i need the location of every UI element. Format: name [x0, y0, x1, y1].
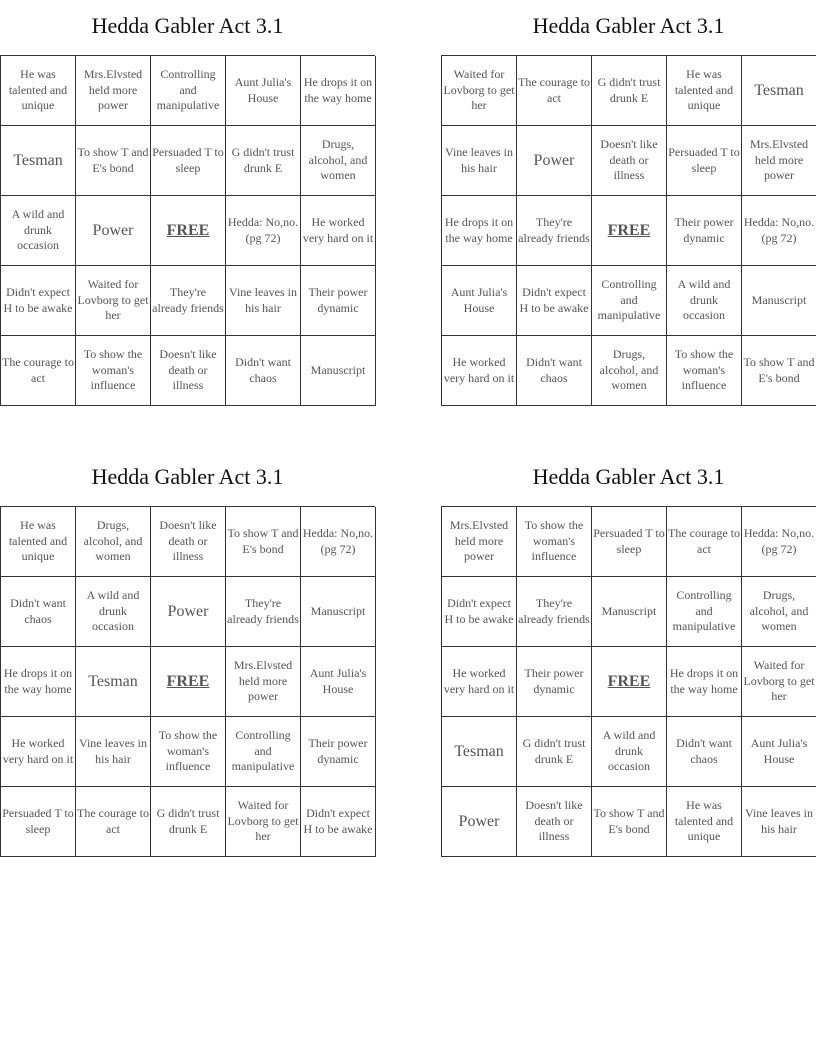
bingo-cell[interactable]: Drugs, alcohol, and women — [76, 507, 151, 577]
bingo-cell[interactable]: He worked very hard on it — [301, 196, 376, 266]
bingo-cell[interactable]: Waited for Lovborg to get her — [442, 56, 517, 126]
bingo-cell[interactable]: Aunt Julia's House — [301, 647, 376, 717]
bingo-grid — [441, 55, 816, 406]
bingo-cell[interactable]: Vine leaves in his hair — [442, 126, 517, 196]
bingo-cell[interactable]: Controlling and manipulative — [151, 56, 226, 126]
bingo-cell[interactable]: Mrs.Elvsted held more power — [226, 647, 301, 717]
bingo-cell[interactable]: To show the woman's influence — [76, 336, 151, 406]
bingo-cell[interactable]: He was talented and unique — [1, 56, 76, 126]
bingo-cell[interactable]: Didn't expect H to be awake — [1, 266, 76, 336]
bingo-cell[interactable]: Mrs.Elvsted held more power — [742, 126, 816, 196]
bingo-cell[interactable]: Persuaded T to sleep — [667, 126, 742, 196]
bingo-cell[interactable]: Their power dynamic — [301, 266, 376, 336]
bingo-cell[interactable]: Aunt Julia's House — [742, 717, 816, 787]
bingo-cell[interactable]: The courage to act — [517, 56, 592, 126]
bingo-cell[interactable]: Controlling and manipulative — [667, 577, 742, 647]
bingo-cell[interactable]: The courage to act — [1, 336, 76, 406]
bingo-cell[interactable]: Didn't expect H to be awake — [442, 577, 517, 647]
bingo-cell[interactable]: Vine leaves in his hair — [742, 787, 816, 857]
bingo-cell[interactable]: Tesman — [76, 647, 151, 717]
bingo-cell[interactable]: To show the woman's influence — [151, 717, 226, 787]
bingo-cell[interactable]: Manuscript — [301, 577, 376, 647]
bingo-cell[interactable]: Power — [76, 196, 151, 266]
bingo-cell[interactable]: Tesman — [742, 56, 816, 126]
bingo-cell[interactable]: Didn't expect H to be awake — [301, 787, 376, 857]
bingo-cell[interactable]: Didn't want chaos — [517, 336, 592, 406]
bingo-cell[interactable]: Their power dynamic — [517, 647, 592, 717]
bingo-cell[interactable]: They're already friends — [151, 266, 226, 336]
bingo-cell[interactable]: They're already friends — [517, 196, 592, 266]
bingo-cell[interactable]: He drops it on the way home — [442, 196, 517, 266]
bingo-cell[interactable]: He was talented and unique — [667, 56, 742, 126]
bingo-cell[interactable]: Hedda: No,no. (pg 72) — [226, 196, 301, 266]
bingo-cell[interactable]: Manuscript — [301, 336, 376, 406]
bingo-cell[interactable]: A wild and drunk occasion — [76, 577, 151, 647]
bingo-cell[interactable]: Tesman — [442, 717, 517, 787]
bingo-cell[interactable]: To show T and E's bond — [592, 787, 667, 857]
bingo-card-3 — [0, 451, 375, 857]
bingo-cell[interactable]: The courage to act — [667, 507, 742, 577]
bingo-cell[interactable]: Didn't want chaos — [667, 717, 742, 787]
bingo-cell[interactable]: They're already friends — [226, 577, 301, 647]
bingo-cell[interactable]: Didn't expect H to be awake — [517, 266, 592, 336]
bingo-grid — [441, 506, 816, 857]
bingo-cell[interactable]: He was talented and unique — [1, 507, 76, 577]
bingo-cell[interactable]: Drugs, alcohol, and women — [742, 577, 816, 647]
bingo-cell[interactable]: He drops it on the way home — [667, 647, 742, 717]
free-space-cell[interactable]: FREE — [151, 196, 226, 266]
bingo-cell[interactable]: Didn't want chaos — [1, 577, 76, 647]
bingo-cell[interactable]: To show the woman's influence — [667, 336, 742, 406]
bingo-cell[interactable]: G didn't trust drunk E — [226, 126, 301, 196]
bingo-cell[interactable]: Tesman — [1, 126, 76, 196]
bingo-cell[interactable]: He drops it on the way home — [1, 647, 76, 717]
bingo-cell[interactable]: Vine leaves in his hair — [226, 266, 301, 336]
bingo-cell[interactable]: Doesn't like death or illness — [151, 507, 226, 577]
bingo-grid — [0, 55, 375, 406]
bingo-cell[interactable]: Aunt Julia's House — [226, 56, 301, 126]
bingo-cell[interactable]: Power — [151, 577, 226, 647]
bingo-cell[interactable]: G didn't trust drunk E — [592, 56, 667, 126]
bingo-cell[interactable]: Controlling and manipulative — [592, 266, 667, 336]
bingo-cell[interactable]: Doesn't like death or illness — [151, 336, 226, 406]
bingo-cell[interactable]: To show T and E's bond — [76, 126, 151, 196]
bingo-cell[interactable]: Controlling and manipulative — [226, 717, 301, 787]
bingo-cell[interactable]: Mrs.Elvsted held more power — [76, 56, 151, 126]
bingo-cell[interactable]: A wild and drunk occasion — [667, 266, 742, 336]
bingo-cell[interactable]: G didn't trust drunk E — [151, 787, 226, 857]
bingo-cell[interactable]: Drugs, alcohol, and women — [592, 336, 667, 406]
bingo-cell[interactable]: Drugs, alcohol, and women — [301, 126, 376, 196]
bingo-cell[interactable]: He drops it on the way home — [301, 56, 376, 126]
bingo-cell[interactable]: He was talented and unique — [667, 787, 742, 857]
bingo-cell[interactable]: G didn't trust drunk E — [517, 717, 592, 787]
bingo-cell[interactable]: Doesn't like death or illness — [517, 787, 592, 857]
bingo-card-2 — [441, 0, 816, 406]
bingo-cell[interactable]: Manuscript — [592, 577, 667, 647]
bingo-card-4 — [441, 451, 816, 857]
card-title: Hedda Gabler Act 3.1 — [91, 464, 284, 489]
bingo-cell[interactable]: Waited for Lovborg to get her — [76, 266, 151, 336]
bingo-cell[interactable]: Their power dynamic — [301, 717, 376, 787]
bingo-cell[interactable]: Aunt Julia's House — [442, 266, 517, 336]
bingo-cell[interactable]: He worked very hard on it — [442, 647, 517, 717]
bingo-cell[interactable]: Hedda: No,no. (pg 72) — [742, 507, 816, 577]
bingo-cell[interactable]: A wild and drunk occasion — [592, 717, 667, 787]
bingo-cell[interactable]: The courage to act — [76, 787, 151, 857]
bingo-cell[interactable]: To show T and E's bond — [226, 507, 301, 577]
bingo-cell[interactable]: Hedda: No,no. (pg 72) — [742, 196, 816, 266]
bingo-cell[interactable]: Mrs.Elvsted held more power — [442, 507, 517, 577]
bingo-cell[interactable]: Persuaded T to sleep — [151, 126, 226, 196]
free-space-cell[interactable]: FREE — [592, 647, 667, 717]
bingo-grid — [0, 506, 375, 857]
card-title: Hedda Gabler Act 3.1 — [91, 13, 284, 38]
bingo-cell[interactable]: He worked very hard on it — [1, 717, 76, 787]
bingo-cell[interactable]: To show T and E's bond — [742, 336, 816, 406]
bingo-cell[interactable]: Power — [442, 787, 517, 857]
bingo-cell[interactable]: Vine leaves in his hair — [76, 717, 151, 787]
card-title: Hedda Gabler Act 3.1 — [532, 464, 725, 489]
bingo-cell[interactable]: Didn't want chaos — [226, 336, 301, 406]
free-space-cell[interactable]: FREE — [592, 196, 667, 266]
bingo-cell[interactable]: Power — [517, 126, 592, 196]
bingo-cell[interactable]: Doesn't like death or illness — [592, 126, 667, 196]
bingo-cell[interactable]: They're already friends — [517, 577, 592, 647]
bingo-cell[interactable]: To show the woman's influence — [517, 507, 592, 577]
bingo-cell[interactable]: Waited for Lovborg to get her — [226, 787, 301, 857]
card-title: Hedda Gabler Act 3.1 — [532, 13, 725, 38]
bingo-cell[interactable]: A wild and drunk occasion — [1, 196, 76, 266]
bingo-cell[interactable]: Their power dynamic — [667, 196, 742, 266]
bingo-cell[interactable]: Persuaded T to sleep — [592, 507, 667, 577]
bingo-cell[interactable]: Hedda: No,no. (pg 72) — [301, 507, 376, 577]
bingo-card-1 — [0, 0, 375, 406]
bingo-cell[interactable]: He worked very hard on it — [442, 336, 517, 406]
free-space-cell[interactable]: FREE — [151, 647, 226, 717]
bingo-cell[interactable]: Waited for Lovborg to get her — [742, 647, 816, 717]
bingo-cell[interactable]: Manuscript — [742, 266, 816, 336]
bingo-cell[interactable]: Persuaded T to sleep — [1, 787, 76, 857]
